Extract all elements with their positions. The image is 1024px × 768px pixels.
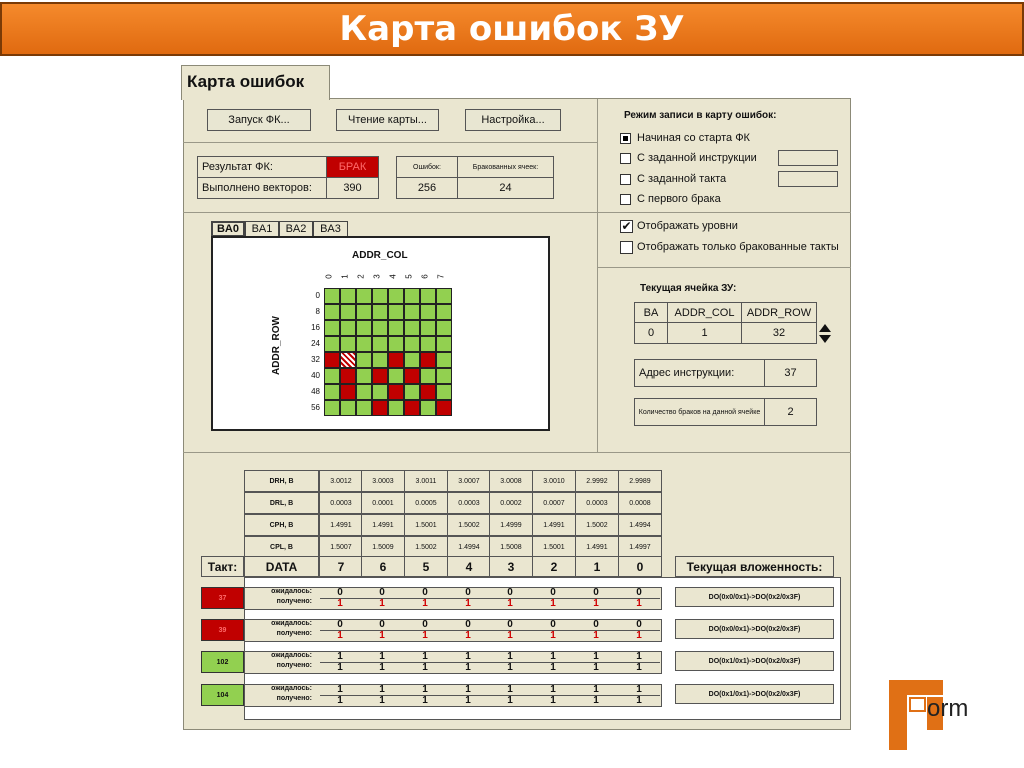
level-value: 0.0007	[532, 492, 576, 514]
level-value: 3.0003	[361, 470, 405, 492]
expected-bit: 1	[465, 684, 471, 695]
map-col-label: 0	[324, 274, 334, 279]
map-cell-ok[interactable]	[436, 304, 452, 320]
map-cell-ok[interactable]	[388, 320, 404, 336]
map-cell-ok[interactable]	[388, 288, 404, 304]
bottom-divider	[183, 452, 851, 453]
map-cell-ok[interactable]	[372, 336, 388, 352]
got-bit: 1	[422, 630, 428, 641]
mode-radio-start[interactable]	[620, 133, 631, 144]
map-col-label: 5	[404, 274, 414, 279]
expected-bit: 0	[636, 587, 642, 598]
map-cell-ok[interactable]	[356, 384, 372, 400]
form-logo-icon	[887, 680, 1007, 752]
map-cell-ok[interactable]	[324, 400, 340, 416]
map-cell-bad[interactable]	[388, 384, 404, 400]
map-row-label: 56	[311, 403, 320, 412]
expected-bit: 0	[337, 619, 343, 630]
vectors-value: 390	[326, 177, 379, 199]
level-value: 1.5002	[404, 536, 448, 558]
show-bad-only-label: Отображать только бракованные такты	[637, 241, 839, 253]
result-label: Результат ФК:	[197, 156, 327, 178]
level-value: 0.0008	[618, 492, 662, 514]
map-row-title: ADDR_ROW	[270, 316, 282, 375]
expected-bit: 1	[593, 684, 599, 695]
level-value: 3.0010	[532, 470, 576, 492]
map-cell-ok[interactable]	[388, 336, 404, 352]
map-cell-ok[interactable]	[372, 320, 388, 336]
map-col-label: 1	[340, 274, 350, 279]
map-cell-ok[interactable]	[388, 304, 404, 320]
expected-bit: 0	[507, 587, 513, 598]
map-col-label: 4	[388, 274, 398, 279]
level-value: 1.4991	[532, 514, 576, 536]
expected-bit: 1	[507, 651, 513, 662]
map-cell-ok[interactable]	[356, 304, 372, 320]
level-value: 2.9989	[618, 470, 662, 492]
map-cell-ok[interactable]	[404, 384, 420, 400]
map-col-label: 2	[356, 274, 366, 279]
mode-radio-tact[interactable]	[620, 174, 631, 185]
expected-bit: 1	[337, 684, 343, 695]
got-bit: 1	[337, 662, 343, 673]
nesting-value: DO(0x1/0x1)->DO(0x2/0x3F)	[675, 651, 834, 671]
tab-ba0[interactable]: BA0	[211, 221, 245, 237]
level-value: 1.5007	[319, 536, 363, 558]
tab-ba2[interactable]: BA2	[279, 221, 313, 237]
company-logo	[887, 680, 1007, 752]
map-row-label: 48	[311, 387, 320, 396]
write-mode-title: Режим записи в карту ошибок:	[624, 110, 777, 121]
expected-label: ожидалось:	[271, 620, 312, 627]
map-cell-ok[interactable]	[404, 352, 420, 368]
mode-label-instruction: С заданной инструкции	[637, 152, 757, 164]
level-value: 1.4991	[319, 514, 363, 536]
bit-header-cell: 1	[575, 556, 619, 577]
map-cell-ok[interactable]	[340, 304, 356, 320]
section-divider	[183, 212, 851, 213]
instr-label: Адрес инструкции:	[634, 359, 765, 387]
cc-value-ba: 0	[634, 322, 668, 344]
map-cell-ok[interactable]	[372, 304, 388, 320]
bit-header-cell: 4	[447, 556, 491, 577]
map-cell-ok[interactable]	[420, 320, 436, 336]
map-cell-bad[interactable]	[420, 384, 436, 400]
map-cell-ok[interactable]	[436, 352, 452, 368]
got-bit: 1	[636, 598, 642, 609]
got-bit: 1	[550, 695, 556, 706]
expected-label: ожидалось:	[271, 588, 312, 595]
got-label: получено:	[276, 630, 312, 637]
bit-header-cell: 0	[618, 556, 662, 577]
mode-label-start: Начиная со старта ФК	[637, 132, 750, 144]
map-cell-ok[interactable]	[420, 288, 436, 304]
level-value: 1.4991	[575, 536, 619, 558]
map-row-label: 40	[311, 371, 320, 380]
got-bit: 1	[465, 630, 471, 641]
tact-header: Такт:	[201, 556, 244, 577]
got-bit: 1	[379, 695, 385, 706]
map-cell-ok[interactable]	[404, 320, 420, 336]
map-cell-ok[interactable]	[324, 288, 340, 304]
bad-cells-label: Бракованных ячеек:	[457, 156, 554, 178]
expected-bit: 0	[337, 587, 343, 598]
map-cell-ok[interactable]	[404, 304, 420, 320]
vertical-divider	[597, 99, 598, 453]
data-header: DATA	[244, 556, 319, 577]
expected-bit: 0	[379, 587, 385, 598]
mode-radio-first-defect[interactable]	[620, 194, 631, 205]
map-cell-ok[interactable]	[324, 336, 340, 352]
level-value: 1.5008	[489, 536, 533, 558]
row-spinner[interactable]	[818, 323, 832, 344]
map-row-label: 16	[311, 323, 320, 332]
expected-bit: 1	[507, 684, 513, 695]
tab-ba3[interactable]: BA3	[313, 221, 348, 237]
tact-badge[interactable]: 102	[201, 651, 244, 673]
map-cell-ok[interactable]	[404, 288, 420, 304]
got-bit: 1	[422, 598, 428, 609]
nesting-value: DO(0x1/0x1)->DO(0x2/0x3F)	[675, 684, 834, 704]
show-bad-only-checkbox[interactable]	[620, 241, 633, 254]
map-cell-ok[interactable]	[324, 320, 340, 336]
map-cell-ok[interactable]	[436, 320, 452, 336]
window-tab[interactable]: Карта ошибок	[181, 65, 330, 100]
map-cell-ok[interactable]	[340, 336, 356, 352]
level-value: 3.0012	[319, 470, 363, 492]
level-name: DRL, B	[244, 492, 319, 514]
expected-bit: 1	[422, 684, 428, 695]
got-bit: 1	[507, 695, 513, 706]
map-cell-ok[interactable]	[436, 288, 452, 304]
expected-bit: 0	[636, 619, 642, 630]
level-value: 1.5001	[532, 536, 576, 558]
cc-header-row: ADDR_ROW	[741, 302, 817, 323]
map-col-label: 7	[436, 274, 446, 279]
read-map-button[interactable]: Чтение карты...	[336, 109, 439, 131]
got-bit: 1	[379, 662, 385, 673]
got-bit: 1	[422, 695, 428, 706]
expected-bit: 1	[422, 651, 428, 662]
map-cell-ok[interactable]	[340, 320, 356, 336]
level-name: DRH, B	[244, 470, 319, 492]
got-bit: 1	[337, 695, 343, 706]
level-value: 1.4991	[361, 514, 405, 536]
expected-bit: 0	[507, 619, 513, 630]
map-cell-ok[interactable]	[340, 288, 356, 304]
defects-label: Количество браков на данной ячейке	[634, 398, 765, 426]
level-name: CPL, B	[244, 536, 319, 558]
got-bit: 1	[636, 662, 642, 673]
got-bit: 1	[636, 630, 642, 641]
got-bit: 1	[507, 630, 513, 641]
slide-title-banner	[0, 2, 1024, 56]
got-bit: 1	[422, 662, 428, 673]
map-cell-ok[interactable]	[436, 336, 452, 352]
run-fk-button[interactable]: Запуск ФК...	[207, 109, 311, 131]
got-bit: 1	[550, 630, 556, 641]
expected-bit: 0	[422, 619, 428, 630]
map-row-label: 0	[315, 291, 320, 300]
bad-cells-value: 24	[457, 177, 554, 199]
level-value: 1.4994	[447, 536, 491, 558]
tact-badge[interactable]: 37	[201, 587, 244, 609]
map-cell-ok[interactable]	[356, 288, 372, 304]
level-name: CPH, B	[244, 514, 319, 536]
level-value: 1.5002	[447, 514, 491, 536]
got-bit: 1	[593, 630, 599, 641]
options-divider	[597, 267, 851, 268]
expected-bit: 1	[379, 684, 385, 695]
got-bit: 1	[507, 598, 513, 609]
level-value: 1.4997	[618, 536, 662, 558]
result-value: БРАК	[326, 156, 379, 178]
expected-label: ожидалось:	[271, 685, 312, 692]
map-cell-ok[interactable]	[388, 400, 404, 416]
tab-ba1[interactable]: BA1	[245, 221, 279, 237]
map-cell-bad[interactable]	[372, 368, 388, 384]
map-cell-bad[interactable]	[340, 368, 356, 384]
bit-header-cell: 6	[361, 556, 405, 577]
expected-bit: 0	[550, 587, 556, 598]
map-cell-ok[interactable]	[436, 384, 452, 400]
got-bit: 1	[337, 598, 343, 609]
map-cell-ok[interactable]	[356, 400, 372, 416]
expected-bit: 0	[593, 587, 599, 598]
map-cell-ok[interactable]	[420, 336, 436, 352]
expected-bit: 1	[337, 651, 343, 662]
got-bit: 1	[593, 662, 599, 673]
map-cell-bad[interactable]	[340, 384, 356, 400]
expected-bit: 1	[593, 651, 599, 662]
expected-bit: 1	[550, 651, 556, 662]
level-value: 3.0011	[404, 470, 448, 492]
map-cell-ok[interactable]	[372, 352, 388, 368]
map-row-label: 24	[311, 339, 320, 348]
got-bit: 1	[593, 598, 599, 609]
expected-bit: 0	[465, 587, 471, 598]
map-cell-ok[interactable]	[436, 368, 452, 384]
map-cell-ok[interactable]	[356, 320, 372, 336]
got-bit: 1	[593, 695, 599, 706]
level-value: 0.0002	[489, 492, 533, 514]
toolbar-divider	[183, 142, 597, 143]
level-value: 0.0003	[447, 492, 491, 514]
got-label: получено:	[276, 662, 312, 669]
level-value: 0.0003	[575, 492, 619, 514]
expected-bit: 1	[636, 684, 642, 695]
got-label: получено:	[276, 695, 312, 702]
level-value: 0.0001	[361, 492, 405, 514]
map-cell-ok[interactable]	[404, 336, 420, 352]
map-cell-ok[interactable]	[324, 384, 340, 400]
map-col-title: ADDR_COL	[352, 250, 408, 261]
got-bit: 1	[379, 598, 385, 609]
got-bit: 1	[465, 695, 471, 706]
cc-value-row: 32	[741, 322, 817, 344]
level-value: 1.4999	[489, 514, 533, 536]
map-cell-ok[interactable]	[420, 304, 436, 320]
map-col-label: 3	[372, 274, 382, 279]
expected-bit: 0	[379, 619, 385, 630]
level-value: 0.0005	[404, 492, 448, 514]
current-cell-title: Текущая ячейка ЗУ:	[640, 283, 737, 294]
level-value: 3.0007	[447, 470, 491, 492]
bit-header-cell: 7	[319, 556, 363, 577]
got-label: получено:	[276, 598, 312, 605]
map-row-label: 8	[315, 307, 320, 316]
show-levels-label: Отображать уровни	[637, 220, 738, 232]
level-value: 2.9992	[575, 470, 619, 492]
spinner-arrows-icon	[818, 323, 832, 344]
mode-label-first-defect: С первого брака	[637, 193, 721, 205]
tact-badge[interactable]: 104	[201, 684, 244, 706]
got-bit: 1	[337, 630, 343, 641]
cc-value-col: 1	[667, 322, 742, 344]
level-value: 3.0008	[489, 470, 533, 492]
map-cell-ok[interactable]	[356, 352, 372, 368]
expected-bit: 0	[593, 619, 599, 630]
expected-bit: 1	[379, 651, 385, 662]
map-cell-ok[interactable]	[340, 400, 356, 416]
vectors-label: Выполнено векторов:	[197, 177, 327, 199]
expected-bit: 0	[550, 619, 556, 630]
map-cell-ok[interactable]	[356, 368, 372, 384]
map-cell-bad[interactable]	[404, 400, 420, 416]
defects-value: 2	[764, 398, 817, 426]
bit-header-cell: 3	[489, 556, 533, 577]
errors-label: Ошибок:	[396, 156, 458, 178]
expected-bit: 0	[465, 619, 471, 630]
mode-label-tact: С заданной такта	[637, 173, 727, 185]
cc-header-col: ADDR_COL	[667, 302, 742, 323]
errors-value: 256	[396, 177, 458, 199]
expected-bit: 1	[636, 651, 642, 662]
map-cell-ok[interactable]	[356, 336, 372, 352]
map-cell-bad[interactable]	[372, 400, 388, 416]
expected-bit: 1	[550, 684, 556, 695]
logo-text: orm	[927, 695, 969, 722]
nesting-value: DO(0x0/0x1)->DO(0x2/0x3F)	[675, 587, 834, 607]
map-cell-ok[interactable]	[324, 368, 340, 384]
map-cell-bad[interactable]	[388, 352, 404, 368]
map-cell-bad[interactable]	[404, 368, 420, 384]
instruction-input[interactable]	[778, 150, 838, 166]
map-cell-ok[interactable]	[324, 304, 340, 320]
nesting-value: DO(0x0/0x1)->DO(0x2/0x3F)	[675, 619, 834, 639]
map-row-label: 32	[311, 355, 320, 364]
map-col-label: 6	[420, 274, 430, 279]
map-cell-ok[interactable]	[388, 368, 404, 384]
level-value: 1.5002	[575, 514, 619, 536]
got-bit: 1	[550, 662, 556, 673]
map-cell-ok[interactable]	[372, 288, 388, 304]
tact-input[interactable]	[778, 171, 838, 187]
got-bit: 1	[465, 598, 471, 609]
expected-label: ожидалось:	[271, 652, 312, 659]
got-bit: 1	[379, 630, 385, 641]
cc-header-ba: BA	[634, 302, 668, 323]
map-cell-bad[interactable]	[340, 352, 356, 368]
level-value: 1.4994	[618, 514, 662, 536]
show-levels-checkbox[interactable]: ✔	[621, 219, 632, 233]
bit-header-cell: 2	[532, 556, 576, 577]
bit-header-cell: 5	[404, 556, 448, 577]
map-cell-bad[interactable]	[420, 352, 436, 368]
level-value: 1.5009	[361, 536, 405, 558]
expected-bit: 1	[465, 651, 471, 662]
got-bit: 1	[465, 662, 471, 673]
tact-badge[interactable]: 39	[201, 619, 244, 641]
nesting-header: Текущая вложенность:	[675, 556, 834, 577]
level-value: 1.5001	[404, 514, 448, 536]
map-cell-ok[interactable]	[372, 384, 388, 400]
level-value: 0.0003	[319, 492, 363, 514]
settings-button[interactable]: Настройка...	[465, 109, 561, 131]
map-cell-ok[interactable]	[420, 400, 436, 416]
got-bit: 1	[636, 695, 642, 706]
got-bit: 1	[550, 598, 556, 609]
map-cell-bad[interactable]	[324, 352, 340, 368]
mode-radio-instruction[interactable]	[620, 153, 631, 164]
map-cell-ok[interactable]	[420, 368, 436, 384]
map-cell-bad[interactable]	[436, 400, 452, 416]
expected-bit: 0	[422, 587, 428, 598]
slide-title: Карта ошибок ЗУ	[339, 9, 685, 49]
got-bit: 1	[507, 662, 513, 673]
instr-value: 37	[764, 359, 817, 387]
